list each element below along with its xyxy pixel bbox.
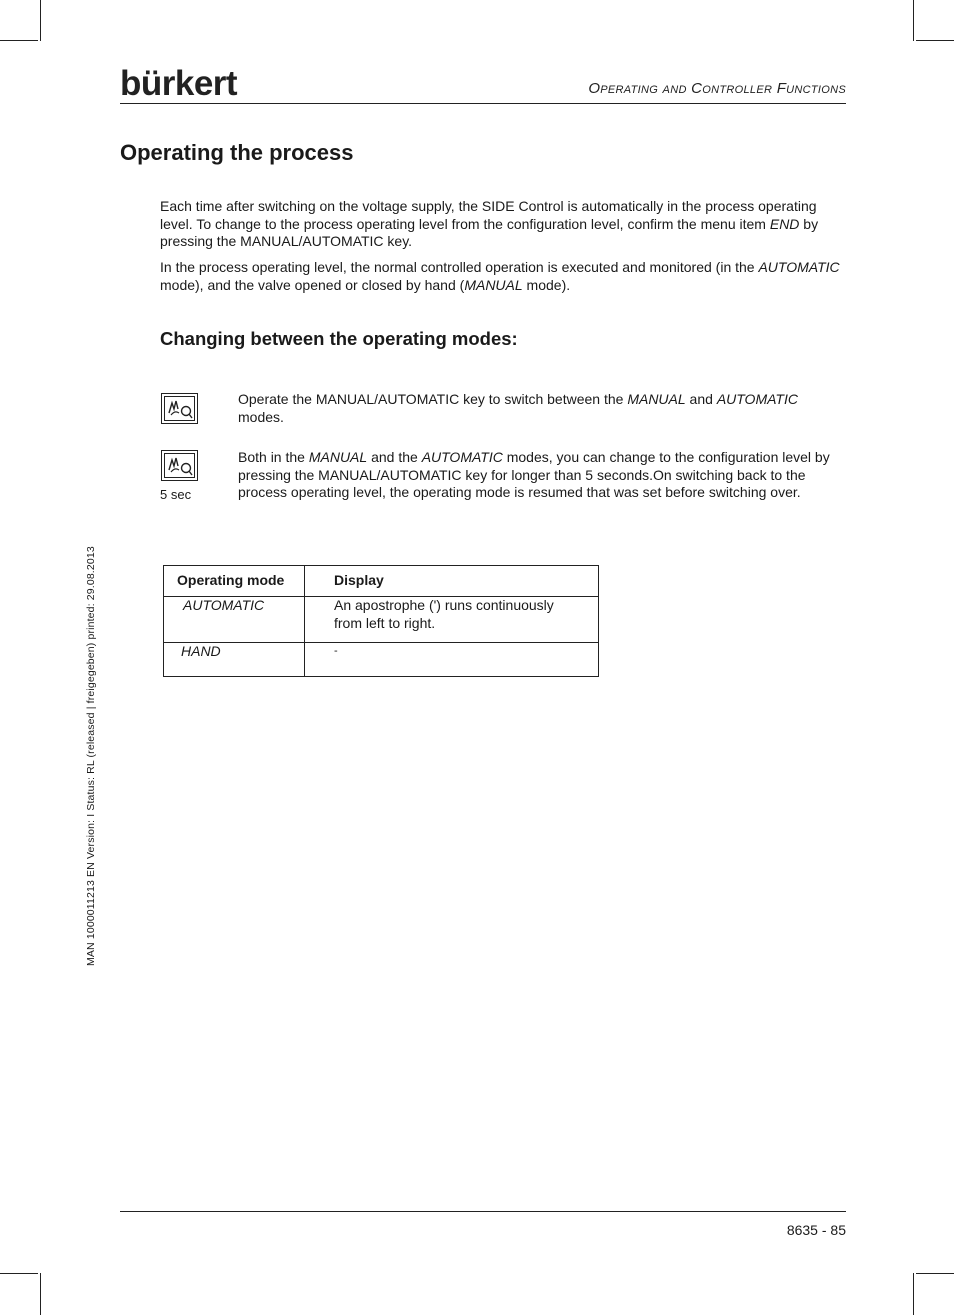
crop-mark — [916, 40, 954, 41]
crop-mark — [913, 1273, 914, 1315]
table-row — [164, 643, 599, 677]
instruction-text: Operate the MANUAL/AUTOMATIC key to switch between the MANUAL and AUTOMATIC modes. — [238, 391, 798, 425]
intro-paragraph: Each time after switching on the voltage supply, the SIDE Control is automatically in the process operating level. To change to the process operating level from the configuration level, confirm the menu item END by pressing the MANUAL/AUTOMATIC key. — [160, 198, 819, 249]
table-header-cell: Display — [305, 566, 599, 597]
table-cell-mode: HAND — [164, 643, 305, 677]
crop-mark — [40, 1273, 41, 1315]
section-title: Changing between the operating modes: — [160, 328, 518, 349]
crop-mark — [40, 0, 41, 41]
section-header: Operating and Controller Functions — [588, 80, 846, 97]
hold-duration-label: 5 sec — [160, 487, 192, 502]
manual-automatic-key-icon — [161, 393, 198, 424]
table-cell-mode: AUTOMATIC — [164, 597, 305, 643]
crop-mark — [913, 0, 914, 41]
crop-mark — [916, 1273, 954, 1274]
process-level-paragraph: In the process operating level, the normal controlled operation is executed and monitored (in the AUTOMATIC mode), and the valve opened or closed by hand (MANUAL mode). — [160, 259, 840, 293]
table-cell-display: - — [305, 643, 599, 677]
table-row — [164, 597, 599, 643]
table-header-row — [164, 566, 599, 597]
document-status-sidebar: MAN 1000011213 EN Version: I Status: RL (released | freigegeben) printed: 29.08.2013 — [85, 546, 97, 966]
crop-mark — [0, 1273, 38, 1274]
table-header-cell: Operating mode — [164, 566, 305, 597]
manual-automatic-key-icon — [161, 450, 198, 481]
header-divider — [120, 103, 846, 104]
crop-mark — [0, 40, 38, 41]
operating-mode-table — [163, 565, 599, 677]
table-cell-display: An apostrophe (') runs continuously from left to right. — [305, 597, 599, 643]
page-number: 8635 - 85 — [786, 1222, 846, 1238]
page-title: Operating the process — [120, 140, 354, 165]
footer-divider — [120, 1211, 846, 1212]
instruction-text: Both in the MANUAL and the AUTOMATIC modes, you can change to the configuration level by pressing the MANUAL/AUTOMATIC key for longer than 5 seconds.On switching back to the process operating level, the operating mode is resumed that was set before switching over. — [238, 449, 830, 500]
brand-logo: bürkert — [120, 64, 238, 103]
